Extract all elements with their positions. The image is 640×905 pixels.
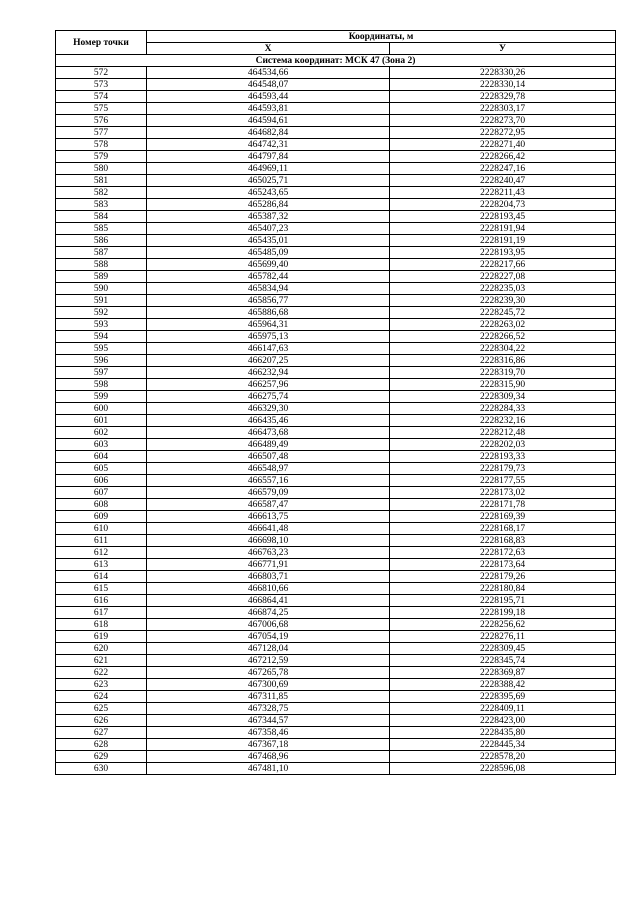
- y-coordinate-cell: 2228179,73: [390, 463, 616, 475]
- y-coordinate-cell: 2228395,69: [390, 691, 616, 703]
- y-coordinate-cell: 2228578,20: [390, 751, 616, 763]
- x-coordinate-cell: 466507,48: [147, 451, 390, 463]
- x-coordinate-cell: 467344,57: [147, 715, 390, 727]
- y-coordinate-cell: 2228309,34: [390, 391, 616, 403]
- table-row: [56, 427, 616, 439]
- y-coordinate-cell: 2228193,45: [390, 211, 616, 223]
- table-row: [56, 643, 616, 655]
- x-coordinate-cell: 465407,23: [147, 223, 390, 235]
- y-coordinate-cell: 2228168,17: [390, 523, 616, 535]
- x-coordinate-cell: 466147,63: [147, 343, 390, 355]
- table-row: [56, 691, 616, 703]
- y-coordinate-cell: 2228423,00: [390, 715, 616, 727]
- point-number-cell: 583: [56, 199, 147, 211]
- coordinate-system-label: Система координат: МСК 47 (Зона 2): [56, 55, 616, 67]
- point-number-cell: 588: [56, 259, 147, 271]
- table-row: [56, 727, 616, 739]
- table-row: [56, 223, 616, 235]
- table-row: [56, 259, 616, 271]
- point-number-cell: 587: [56, 247, 147, 259]
- x-coordinate-cell: 466489,49: [147, 439, 390, 451]
- y-coordinate-cell: 2228284,33: [390, 403, 616, 415]
- table-row: [56, 655, 616, 667]
- x-coordinate-cell: 466548,97: [147, 463, 390, 475]
- point-number-cell: 616: [56, 595, 147, 607]
- table-row: [56, 667, 616, 679]
- y-coordinate-cell: 2228272,95: [390, 127, 616, 139]
- x-coordinate-cell: 464548,07: [147, 79, 390, 91]
- y-coordinate-cell: 2228329,78: [390, 91, 616, 103]
- point-number-cell: 603: [56, 439, 147, 451]
- x-coordinate-cell: 466275,74: [147, 391, 390, 403]
- y-coordinate-cell: 2228211,43: [390, 187, 616, 199]
- x-coordinate-cell: 466771,91: [147, 559, 390, 571]
- y-coordinate-cell: 2228309,45: [390, 643, 616, 655]
- table-row: [56, 511, 616, 523]
- table-row: [56, 679, 616, 691]
- point-number-cell: 572: [56, 67, 147, 79]
- y-coordinate-cell: 2228345,74: [390, 655, 616, 667]
- point-number-cell: 589: [56, 271, 147, 283]
- header-row-top: [56, 31, 616, 43]
- x-coordinate-cell: 465243,65: [147, 187, 390, 199]
- point-number-cell: 605: [56, 463, 147, 475]
- y-coordinate-cell: 2228204,73: [390, 199, 616, 211]
- x-coordinate-cell: 467358,46: [147, 727, 390, 739]
- x-coordinate-cell: 464594,61: [147, 115, 390, 127]
- y-coordinate-cell: 2228232,16: [390, 415, 616, 427]
- table-row: [56, 415, 616, 427]
- x-coordinate-cell: 467128,04: [147, 643, 390, 655]
- point-number-cell: 626: [56, 715, 147, 727]
- y-coordinate-cell: 2228266,52: [390, 331, 616, 343]
- y-coordinate-cell: 2228172,63: [390, 547, 616, 559]
- point-number-cell: 600: [56, 403, 147, 415]
- header-y: У: [390, 43, 616, 55]
- table-row: [56, 751, 616, 763]
- point-number-cell: 612: [56, 547, 147, 559]
- y-coordinate-cell: 2228173,02: [390, 487, 616, 499]
- x-coordinate-cell: 465699,40: [147, 259, 390, 271]
- x-coordinate-cell: 466803,71: [147, 571, 390, 583]
- x-coordinate-cell: 467311,85: [147, 691, 390, 703]
- x-coordinate-cell: 465387,32: [147, 211, 390, 223]
- table-row: [56, 211, 616, 223]
- point-number-cell: 620: [56, 643, 147, 655]
- y-coordinate-cell: 2228168,83: [390, 535, 616, 547]
- y-coordinate-cell: 2228596,08: [390, 763, 616, 775]
- table-row: [56, 583, 616, 595]
- y-coordinate-cell: 2228169,39: [390, 511, 616, 523]
- y-coordinate-cell: 2228369,87: [390, 667, 616, 679]
- table-row: [56, 151, 616, 163]
- x-coordinate-cell: 466207,25: [147, 355, 390, 367]
- y-coordinate-cell: 2228304,22: [390, 343, 616, 355]
- point-number-cell: 615: [56, 583, 147, 595]
- x-coordinate-cell: 465834,94: [147, 283, 390, 295]
- table-row: [56, 67, 616, 79]
- y-coordinate-cell: 2228193,95: [390, 247, 616, 259]
- x-coordinate-cell: 467006,68: [147, 619, 390, 631]
- header-x: X: [147, 43, 390, 55]
- point-number-cell: 610: [56, 523, 147, 535]
- x-coordinate-cell: 466810,66: [147, 583, 390, 595]
- y-coordinate-cell: 2228276,11: [390, 631, 616, 643]
- x-coordinate-cell: 466579,09: [147, 487, 390, 499]
- point-number-cell: 577: [56, 127, 147, 139]
- document-page: [55, 30, 615, 775]
- x-coordinate-cell: 467468,96: [147, 751, 390, 763]
- x-coordinate-cell: 465782,44: [147, 271, 390, 283]
- table-row: [56, 535, 616, 547]
- point-number-cell: 622: [56, 667, 147, 679]
- point-number-cell: 618: [56, 619, 147, 631]
- point-number-cell: 594: [56, 331, 147, 343]
- point-number-cell: 630: [56, 763, 147, 775]
- point-number-cell: 623: [56, 679, 147, 691]
- point-number-cell: 586: [56, 235, 147, 247]
- y-coordinate-cell: 2228195,71: [390, 595, 616, 607]
- y-coordinate-cell: 2228273,70: [390, 115, 616, 127]
- point-number-cell: 592: [56, 307, 147, 319]
- point-number-cell: 579: [56, 151, 147, 163]
- x-coordinate-cell: 466435,46: [147, 415, 390, 427]
- y-coordinate-cell: 2228179,26: [390, 571, 616, 583]
- point-number-cell: 607: [56, 487, 147, 499]
- x-coordinate-cell: 467265,78: [147, 667, 390, 679]
- table-row: [56, 91, 616, 103]
- x-coordinate-cell: 466473,68: [147, 427, 390, 439]
- table-row: [56, 439, 616, 451]
- y-coordinate-cell: 2228199,18: [390, 607, 616, 619]
- y-coordinate-cell: 2228171,78: [390, 499, 616, 511]
- y-coordinate-cell: 2228180,84: [390, 583, 616, 595]
- x-coordinate-cell: 466763,23: [147, 547, 390, 559]
- point-number-cell: 625: [56, 703, 147, 715]
- table-row: [56, 487, 616, 499]
- table-row: [56, 607, 616, 619]
- x-coordinate-cell: 466864,41: [147, 595, 390, 607]
- x-coordinate-cell: 464742,31: [147, 139, 390, 151]
- table-row: [56, 547, 616, 559]
- y-coordinate-cell: 2228316,86: [390, 355, 616, 367]
- y-coordinate-cell: 2228256,62: [390, 619, 616, 631]
- table-row: [56, 571, 616, 583]
- point-number-cell: 593: [56, 319, 147, 331]
- point-number-cell: 597: [56, 367, 147, 379]
- x-coordinate-cell: 464797,84: [147, 151, 390, 163]
- y-coordinate-cell: 2228240,47: [390, 175, 616, 187]
- header-coordinates: Координаты, м: [147, 31, 616, 43]
- point-number-cell: 581: [56, 175, 147, 187]
- table-row: [56, 355, 616, 367]
- x-coordinate-cell: 466329,30: [147, 403, 390, 415]
- point-number-cell: 619: [56, 631, 147, 643]
- x-coordinate-cell: 466587,47: [147, 499, 390, 511]
- point-number-cell: 613: [56, 559, 147, 571]
- point-number-cell: 596: [56, 355, 147, 367]
- y-coordinate-cell: 2228245,72: [390, 307, 616, 319]
- point-number-cell: 573: [56, 79, 147, 91]
- table-row: [56, 127, 616, 139]
- point-number-cell: 604: [56, 451, 147, 463]
- y-coordinate-cell: 2228388,42: [390, 679, 616, 691]
- point-number-cell: 624: [56, 691, 147, 703]
- y-coordinate-cell: 2228173,64: [390, 559, 616, 571]
- table-row: [56, 523, 616, 535]
- point-number-cell: 627: [56, 727, 147, 739]
- table-row: [56, 559, 616, 571]
- table-row: [56, 295, 616, 307]
- y-coordinate-cell: 2228315,90: [390, 379, 616, 391]
- table-row: [56, 307, 616, 319]
- table-row: [56, 703, 616, 715]
- y-coordinate-cell: 2228191,94: [390, 223, 616, 235]
- header-point-number: Номер точки: [56, 31, 147, 55]
- y-coordinate-cell: 2228202,03: [390, 439, 616, 451]
- table-row: [56, 79, 616, 91]
- point-number-cell: 629: [56, 751, 147, 763]
- y-coordinate-cell: 2228445,34: [390, 739, 616, 751]
- x-coordinate-cell: 466613,75: [147, 511, 390, 523]
- x-coordinate-cell: 466257,96: [147, 379, 390, 391]
- point-number-cell: 602: [56, 427, 147, 439]
- point-number-cell: 578: [56, 139, 147, 151]
- y-coordinate-cell: 2228239,30: [390, 295, 616, 307]
- table-row: [56, 271, 616, 283]
- coordinate-system-row: [56, 55, 616, 67]
- table-row: [56, 199, 616, 211]
- point-number-cell: 617: [56, 607, 147, 619]
- point-number-cell: 585: [56, 223, 147, 235]
- x-coordinate-cell: 467054,19: [147, 631, 390, 643]
- table-row: [56, 163, 616, 175]
- table-row: [56, 763, 616, 775]
- x-coordinate-cell: 465856,77: [147, 295, 390, 307]
- table-row: [56, 463, 616, 475]
- x-coordinate-cell: 466557,16: [147, 475, 390, 487]
- table-row: [56, 187, 616, 199]
- table-row: [56, 499, 616, 511]
- x-coordinate-cell: 467212,59: [147, 655, 390, 667]
- table-row: [56, 631, 616, 643]
- y-coordinate-cell: 2228217,66: [390, 259, 616, 271]
- x-coordinate-cell: 465886,68: [147, 307, 390, 319]
- x-coordinate-cell: 467300,69: [147, 679, 390, 691]
- coordinates-table: [55, 30, 616, 775]
- point-number-cell: 598: [56, 379, 147, 391]
- point-number-cell: 584: [56, 211, 147, 223]
- x-coordinate-cell: 465975,13: [147, 331, 390, 343]
- y-coordinate-cell: 2228266,42: [390, 151, 616, 163]
- point-number-cell: 621: [56, 655, 147, 667]
- y-coordinate-cell: 2228409,11: [390, 703, 616, 715]
- y-coordinate-cell: 2228319,70: [390, 367, 616, 379]
- table-row: [56, 175, 616, 187]
- x-coordinate-cell: 464682,84: [147, 127, 390, 139]
- x-coordinate-cell: 465435,01: [147, 235, 390, 247]
- table-row: [56, 619, 616, 631]
- x-coordinate-cell: 467328,75: [147, 703, 390, 715]
- y-coordinate-cell: 2228303,17: [390, 103, 616, 115]
- x-coordinate-cell: 467481,10: [147, 763, 390, 775]
- table-row: [56, 403, 616, 415]
- table-row: [56, 247, 616, 259]
- y-coordinate-cell: 2228435,80: [390, 727, 616, 739]
- y-coordinate-cell: 2228263,02: [390, 319, 616, 331]
- point-number-cell: 611: [56, 535, 147, 547]
- table-row: [56, 139, 616, 151]
- y-coordinate-cell: 2228212,48: [390, 427, 616, 439]
- point-number-cell: 580: [56, 163, 147, 175]
- table-row: [56, 235, 616, 247]
- x-coordinate-cell: 465286,84: [147, 199, 390, 211]
- table-row: [56, 283, 616, 295]
- table-row: [56, 319, 616, 331]
- point-number-cell: 599: [56, 391, 147, 403]
- point-number-cell: 576: [56, 115, 147, 127]
- table-row: [56, 379, 616, 391]
- table-row: [56, 331, 616, 343]
- point-number-cell: 574: [56, 91, 147, 103]
- y-coordinate-cell: 2228330,14: [390, 79, 616, 91]
- point-number-cell: 591: [56, 295, 147, 307]
- y-coordinate-cell: 2228191,19: [390, 235, 616, 247]
- point-number-cell: 614: [56, 571, 147, 583]
- table-row: [56, 343, 616, 355]
- y-coordinate-cell: 2228247,16: [390, 163, 616, 175]
- table-row: [56, 115, 616, 127]
- table-row: [56, 367, 616, 379]
- y-coordinate-cell: 2228193,33: [390, 451, 616, 463]
- point-number-cell: 628: [56, 739, 147, 751]
- point-number-cell: 590: [56, 283, 147, 295]
- y-coordinate-cell: 2228330,26: [390, 67, 616, 79]
- point-number-cell: 582: [56, 187, 147, 199]
- x-coordinate-cell: 464593,81: [147, 103, 390, 115]
- point-number-cell: 575: [56, 103, 147, 115]
- x-coordinate-cell: 465025,71: [147, 175, 390, 187]
- y-coordinate-cell: 2228271,40: [390, 139, 616, 151]
- y-coordinate-cell: 2228177,55: [390, 475, 616, 487]
- point-number-cell: 595: [56, 343, 147, 355]
- x-coordinate-cell: 464969,11: [147, 163, 390, 175]
- table-row: [56, 595, 616, 607]
- x-coordinate-cell: 466698,10: [147, 535, 390, 547]
- x-coordinate-cell: 464593,44: [147, 91, 390, 103]
- table-row: [56, 715, 616, 727]
- table-row: [56, 739, 616, 751]
- point-number-cell: 601: [56, 415, 147, 427]
- y-coordinate-cell: 2228227,08: [390, 271, 616, 283]
- table-row: [56, 103, 616, 115]
- table-row: [56, 451, 616, 463]
- point-number-cell: 608: [56, 499, 147, 511]
- x-coordinate-cell: 467367,18: [147, 739, 390, 751]
- x-coordinate-cell: 466641,48: [147, 523, 390, 535]
- x-coordinate-cell: 466232,94: [147, 367, 390, 379]
- table-row: [56, 475, 616, 487]
- y-coordinate-cell: 2228235,03: [390, 283, 616, 295]
- table-row: [56, 391, 616, 403]
- point-number-cell: 609: [56, 511, 147, 523]
- x-coordinate-cell: 464534,66: [147, 67, 390, 79]
- x-coordinate-cell: 465485,09: [147, 247, 390, 259]
- point-number-cell: 606: [56, 475, 147, 487]
- x-coordinate-cell: 466874,25: [147, 607, 390, 619]
- x-coordinate-cell: 465964,31: [147, 319, 390, 331]
